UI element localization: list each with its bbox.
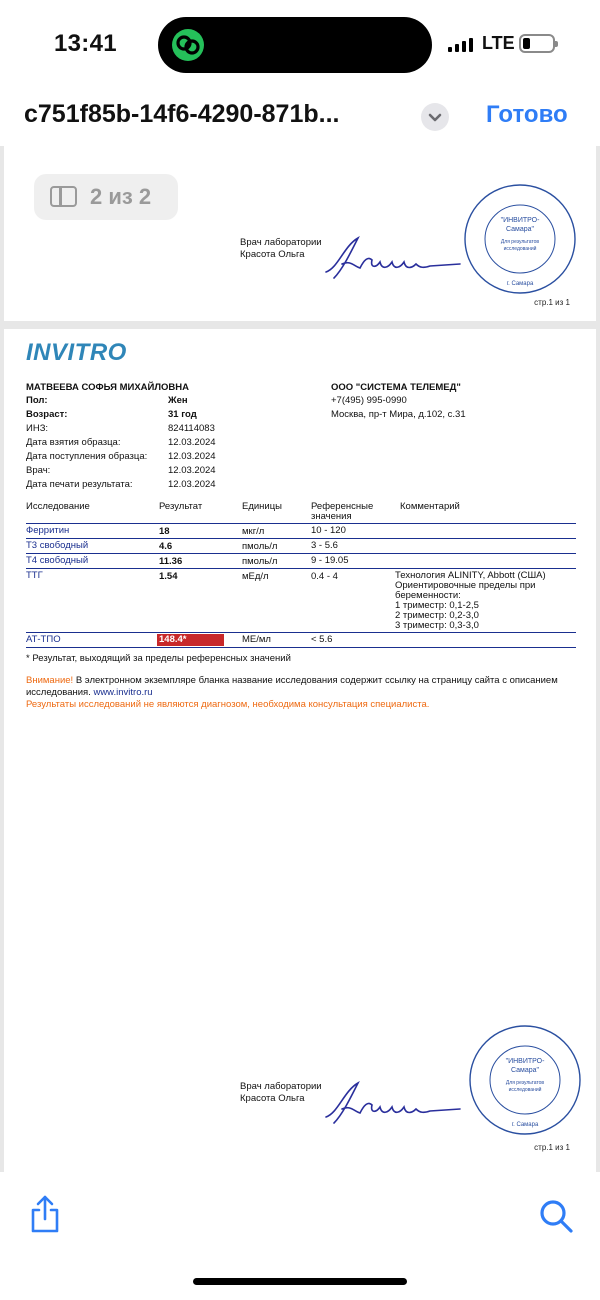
patient-name: МАТВЕЕВА СОФЬЯ МИХАЙЛОВНА xyxy=(26,382,189,393)
column-comment: Комментарий xyxy=(400,501,460,512)
signature-person: Красота Ольга xyxy=(240,249,305,260)
battery-icon xyxy=(519,34,555,53)
stamp-line1: "ИНВИТРО- xyxy=(505,1058,545,1065)
signature-role: Врач лаборатории xyxy=(240,1081,322,1092)
signature-text: Красота xyxy=(380,236,384,237)
printed-value: 12.03.2024 xyxy=(168,479,216,490)
handwritten-signature xyxy=(320,224,466,286)
sex-label: Пол: xyxy=(26,395,48,406)
warning-body-2: исследования. xyxy=(26,687,94,698)
table-divider xyxy=(26,538,576,539)
warning-text-line2 xyxy=(26,687,153,699)
row-test: Ферритин xyxy=(26,525,70,536)
table-divider xyxy=(26,568,576,569)
share-icon xyxy=(28,1194,62,1234)
warning-label: Внимание! xyxy=(26,675,74,686)
doctor-value: 12.03.2024 xyxy=(168,465,216,476)
signature-role: Врач лаборатории xyxy=(240,237,322,248)
doctor-label: Врач: xyxy=(26,465,51,476)
table-divider xyxy=(26,632,576,633)
document-page-1 xyxy=(4,146,596,321)
table-divider xyxy=(26,647,576,648)
inz-value: 824114083 xyxy=(168,423,215,434)
row-reference: 9 - 19.05 xyxy=(311,555,349,566)
comment-line: Технология ALINITY, Abbott (США) xyxy=(395,570,546,581)
warning-body: В электронном экземпляре бланка название исследования содержит ссылку на страницу сайта с описанием xyxy=(73,675,558,686)
printed-label: Дата печати результата: xyxy=(26,479,133,490)
row-units: пмоль/л xyxy=(242,541,278,552)
chevron-down-icon[interactable] xyxy=(421,103,449,131)
row-reference: 3 - 5.6 xyxy=(311,540,338,551)
age-value: 31 год xyxy=(168,409,197,420)
status-time: 13:41 xyxy=(54,30,117,57)
page-number: стр.1 из 1 xyxy=(534,298,570,307)
stamp-line2: Самара" xyxy=(505,226,535,233)
document-title: c751f85b-14f6-4290-871b... xyxy=(24,100,340,128)
stamp-city: г. Самара xyxy=(506,281,534,287)
page-number: стр.1 из 1 xyxy=(534,1143,570,1152)
taken-value: 12.03.2024 xyxy=(168,437,216,448)
row-result-out-of-range: 148.4* xyxy=(157,634,224,646)
network-type: LTE xyxy=(482,33,515,53)
row-units: мкг/л xyxy=(242,526,265,537)
page-thumbnail-icon xyxy=(50,186,77,207)
row-result: 18 xyxy=(159,526,170,537)
row-units: пмоль/л xyxy=(242,556,278,567)
signature-label xyxy=(240,1081,322,1105)
organization-stamp xyxy=(462,182,578,296)
signature-person: Красота Ольга xyxy=(240,1093,305,1104)
row-result: 1.54 xyxy=(159,571,178,582)
row-reference: < 5.6 xyxy=(311,634,333,645)
column-reference: Референсные xyxy=(311,501,374,512)
stamp-line3: Для результатов xyxy=(505,1080,545,1086)
stamp-line4: исследований xyxy=(508,1087,542,1093)
organization-stamp xyxy=(467,1023,583,1137)
comment-line: беременности: xyxy=(395,590,461,601)
stamp-line1: "ИНВИТРО- xyxy=(500,217,540,224)
received-value: 12.03.2024 xyxy=(168,451,216,462)
row-units: МЕ/мл xyxy=(242,634,271,645)
comment-line: 3 триместр: 0,3-3,0 xyxy=(395,620,479,631)
row-comment xyxy=(395,571,546,631)
column-reference-line2: значения xyxy=(311,511,352,522)
company-phone: +7(495) 995-0990 xyxy=(331,395,407,406)
link-activity-icon xyxy=(172,29,204,61)
row-result: 4.6 xyxy=(159,541,173,552)
table-divider xyxy=(26,523,576,524)
signature-label xyxy=(240,237,322,261)
column-units: Единицы xyxy=(242,501,283,512)
row-test: Т3 свободный xyxy=(26,540,89,551)
taken-label: Дата взятия образца: xyxy=(26,437,121,448)
invitro-logo: INVITRO xyxy=(26,339,127,366)
invitro-link[interactable]: www.invitro.ru xyxy=(93,687,153,698)
footnote: * Результат, выходящий за пределы референсных значений xyxy=(26,653,291,664)
age-label: Возраст: xyxy=(26,409,68,420)
cellular-signal-icon xyxy=(448,38,474,52)
sex-value: Жен xyxy=(168,395,188,406)
table-divider xyxy=(26,553,576,554)
stamp-line2: Самара" xyxy=(510,1067,540,1074)
stamp-city: г. Самара xyxy=(511,1122,539,1128)
inz-label: ИНЗ: xyxy=(26,423,49,434)
disclaimer: Результаты исследований не являются диагнозом, необходима консультация специалиста. xyxy=(26,699,430,710)
row-reference: 10 - 120 xyxy=(311,525,346,536)
company-address: Москва, пр-т Мира, д.102, с.31 xyxy=(331,409,466,420)
stamp-line3: Для результатов xyxy=(500,239,540,245)
row-test: Т4 свободный xyxy=(26,555,89,566)
row-units: мЕд/л xyxy=(242,571,269,582)
received-label: Дата поступления образца: xyxy=(26,451,148,462)
stamp-line4: исследований xyxy=(503,246,537,252)
document-page-2 xyxy=(4,329,596,1172)
row-test: АТ-ТПО xyxy=(26,634,61,645)
search-button[interactable] xyxy=(538,1198,574,1234)
page-counter xyxy=(34,174,178,220)
done-button[interactable]: Готово xyxy=(486,101,568,128)
row-test: ТТГ xyxy=(26,570,43,581)
row-reference: 0.4 - 4 xyxy=(311,571,338,582)
search-icon xyxy=(538,1198,574,1234)
document-viewer[interactable] xyxy=(0,146,600,1172)
handwritten-signature xyxy=(320,1069,466,1131)
home-indicator[interactable] xyxy=(193,1278,407,1285)
row-result: 11.36 xyxy=(159,556,183,567)
dynamic-island xyxy=(158,17,432,73)
share-button[interactable] xyxy=(28,1194,62,1234)
page-counter-text: 2 из 2 xyxy=(90,184,152,209)
company-name: ООО "СИСТЕМА ТЕЛЕМЕД" xyxy=(331,382,461,393)
comment-line: 2 триместр: 0,2-3,0 xyxy=(395,610,479,621)
comment-line: Ориентировочные пределы при xyxy=(395,580,536,591)
column-test: Исследование xyxy=(26,501,90,512)
comment-line: 1 триместр: 0,1-2,5 xyxy=(395,600,479,611)
column-result: Результат xyxy=(159,501,203,512)
warning-text xyxy=(26,675,558,687)
